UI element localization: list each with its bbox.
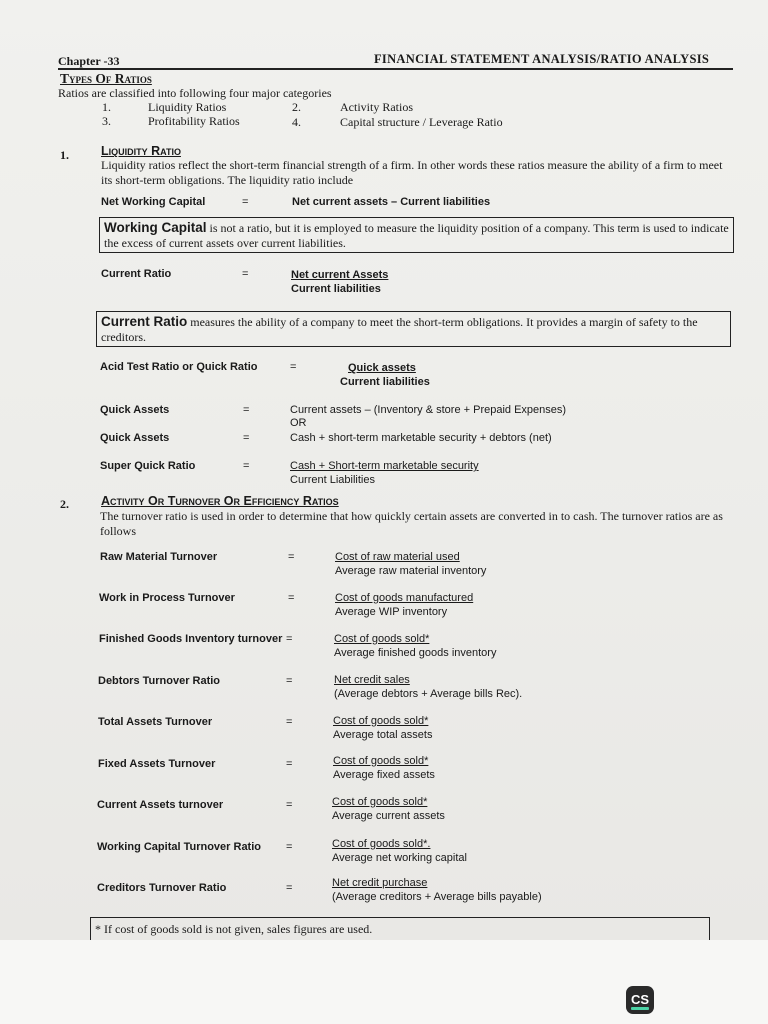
equals-sign: = (243, 432, 250, 444)
formula-numerator: Cost of raw material used (335, 551, 460, 563)
category-number: 1. (102, 100, 111, 114)
camscanner-logo-accent (631, 1007, 649, 1010)
formula-label: Fixed Assets Turnover (98, 758, 216, 770)
formula-numerator: Cost of goods sold*. (332, 838, 431, 850)
types-intro-text: Ratios are classified into following four major categories (58, 86, 332, 100)
section-number: 2. (60, 497, 69, 511)
equals-sign: = (288, 592, 295, 604)
equals-sign: = (286, 716, 293, 728)
page-header-title: FINANCIAL STATEMENT ANALYSIS/RATIO ANALYSIS (374, 52, 710, 66)
formula-label: Finished Goods Inventory turnover (99, 633, 283, 645)
liquidity-ratio-heading: Liquidity Ratio (101, 144, 181, 158)
formula-label: Super Quick Ratio (100, 460, 196, 472)
equals-sign: = (286, 675, 293, 687)
liquidity-description: Liquidity ratios reflect the short-term financial strength of a firm. In other words these ratios measure the ability of a firm to meet its short-term obligations. The liquidity ratio include (101, 158, 723, 187)
equals-sign: = (286, 758, 293, 770)
category-number: 2. (292, 100, 301, 114)
equals-sign: = (286, 799, 293, 811)
formula-value: Net current assets – Current liabilities (292, 196, 491, 208)
category-label: Activity Ratios (340, 100, 413, 114)
formula-numerator: Cost of goods sold* (333, 755, 429, 767)
formula-denominator: Average net working capital (332, 852, 467, 864)
types-of-ratios-heading: Types Of Ratios (60, 71, 152, 86)
formula-denominator: Average WIP inventory (335, 606, 448, 618)
formula-label: Debtors Turnover Ratio (98, 675, 221, 687)
header-rule (58, 68, 733, 70)
category-number: 4. (292, 115, 301, 129)
footnote-box (90, 917, 710, 940)
formula-numerator: Quick assets (348, 362, 416, 374)
formula-numerator: Net current Assets (291, 269, 389, 281)
formula-denominator: (Average creditors + Average bills payable) (332, 891, 542, 903)
formula-label: Quick Assets (100, 432, 170, 444)
formula-numerator: Cash + Short-term marketable security (290, 460, 479, 472)
formula-numerator: Cost of goods sold* (334, 633, 430, 645)
activity-ratio-heading: Activity Or Turnover Or Efficiency Ratios (101, 494, 339, 508)
category-label: Liquidity Ratios (148, 100, 227, 114)
formula-label: Quick Assets (100, 404, 170, 416)
box-term: Current Ratio (101, 314, 188, 329)
chapter-label: Chapter -33 (58, 54, 120, 68)
footnote-text: * If cost of goods sold is not given, sales figures are used. (95, 922, 373, 936)
equals-sign: = (243, 460, 250, 472)
or-text: OR (290, 417, 307, 429)
formula-numerator: Net credit purchase (332, 877, 428, 889)
camscanner-logo: CS (626, 986, 654, 1014)
category-label: Capital structure / Leverage Ratio (340, 115, 503, 129)
formula-label: Raw Material Turnover (100, 551, 218, 563)
formula-label: Work in Process Turnover (99, 592, 235, 604)
formula-value: Cash + short-term marketable security + debtors (net) (290, 432, 552, 444)
formula-numerator: Net credit sales (334, 674, 410, 686)
equals-sign: = (286, 633, 293, 645)
formula-denominator: Current liabilities (340, 376, 430, 388)
equals-sign: = (243, 404, 250, 416)
formula-denominator: Average raw material inventory (335, 565, 487, 577)
formula-label: Current Assets turnover (97, 799, 224, 811)
formula-numerator: Cost of goods sold* (333, 715, 429, 727)
equals-sign: = (242, 196, 249, 208)
formula-value: Current assets – (Inventory & store + Prepaid Expenses) (290, 404, 567, 416)
category-number: 3. (102, 114, 111, 128)
box-text: measures the ability of a company to meet the short-term obligations. It provides a margin of safety to the creditors. (101, 315, 698, 344)
equals-sign: = (290, 361, 297, 373)
formula-label: Acid Test Ratio or Quick Ratio (100, 361, 258, 373)
equals-sign: = (286, 882, 293, 894)
formula-label: Total Assets Turnover (98, 716, 213, 728)
equals-sign: = (242, 268, 249, 280)
formula-numerator: Cost of goods manufactured (335, 592, 474, 604)
working-capital-note-box (99, 217, 734, 253)
equals-sign: = (288, 551, 295, 563)
formula-label: Working Capital Turnover Ratio (97, 841, 261, 853)
formula-denominator: (Average debtors + Average bills Rec). (334, 688, 523, 700)
section-number: 1. (60, 148, 69, 162)
formula-denominator: Average finished goods inventory (334, 647, 497, 659)
equals-sign: = (286, 841, 293, 853)
formula-numerator: Cost of goods sold* (332, 796, 428, 808)
box-text: is not a ratio, but it is employed to measure the liquidity position of a company. This term is used to indicate the excess of current assets over current liabilities. (104, 221, 729, 250)
formula-denominator: Current Liabilities (290, 474, 375, 486)
formula-denominator: Average total assets (333, 729, 433, 741)
formula-denominator: Average current assets (332, 810, 445, 822)
box-term: Working Capital (104, 220, 207, 235)
activity-description: The turnover ratio is used in order to determine that how quickly certain assets are converted in to cash. The turnover ratios are as follows (100, 509, 723, 538)
formula-label: Net Working Capital (101, 196, 206, 208)
formula-denominator: Current liabilities (291, 283, 381, 295)
formula-denominator: Average fixed assets (333, 769, 435, 781)
current-ratio-note-box (96, 311, 731, 347)
category-label: Profitability Ratios (148, 114, 240, 128)
formula-label: Creditors Turnover Ratio (97, 882, 227, 894)
formula-label: Current Ratio (101, 268, 172, 280)
